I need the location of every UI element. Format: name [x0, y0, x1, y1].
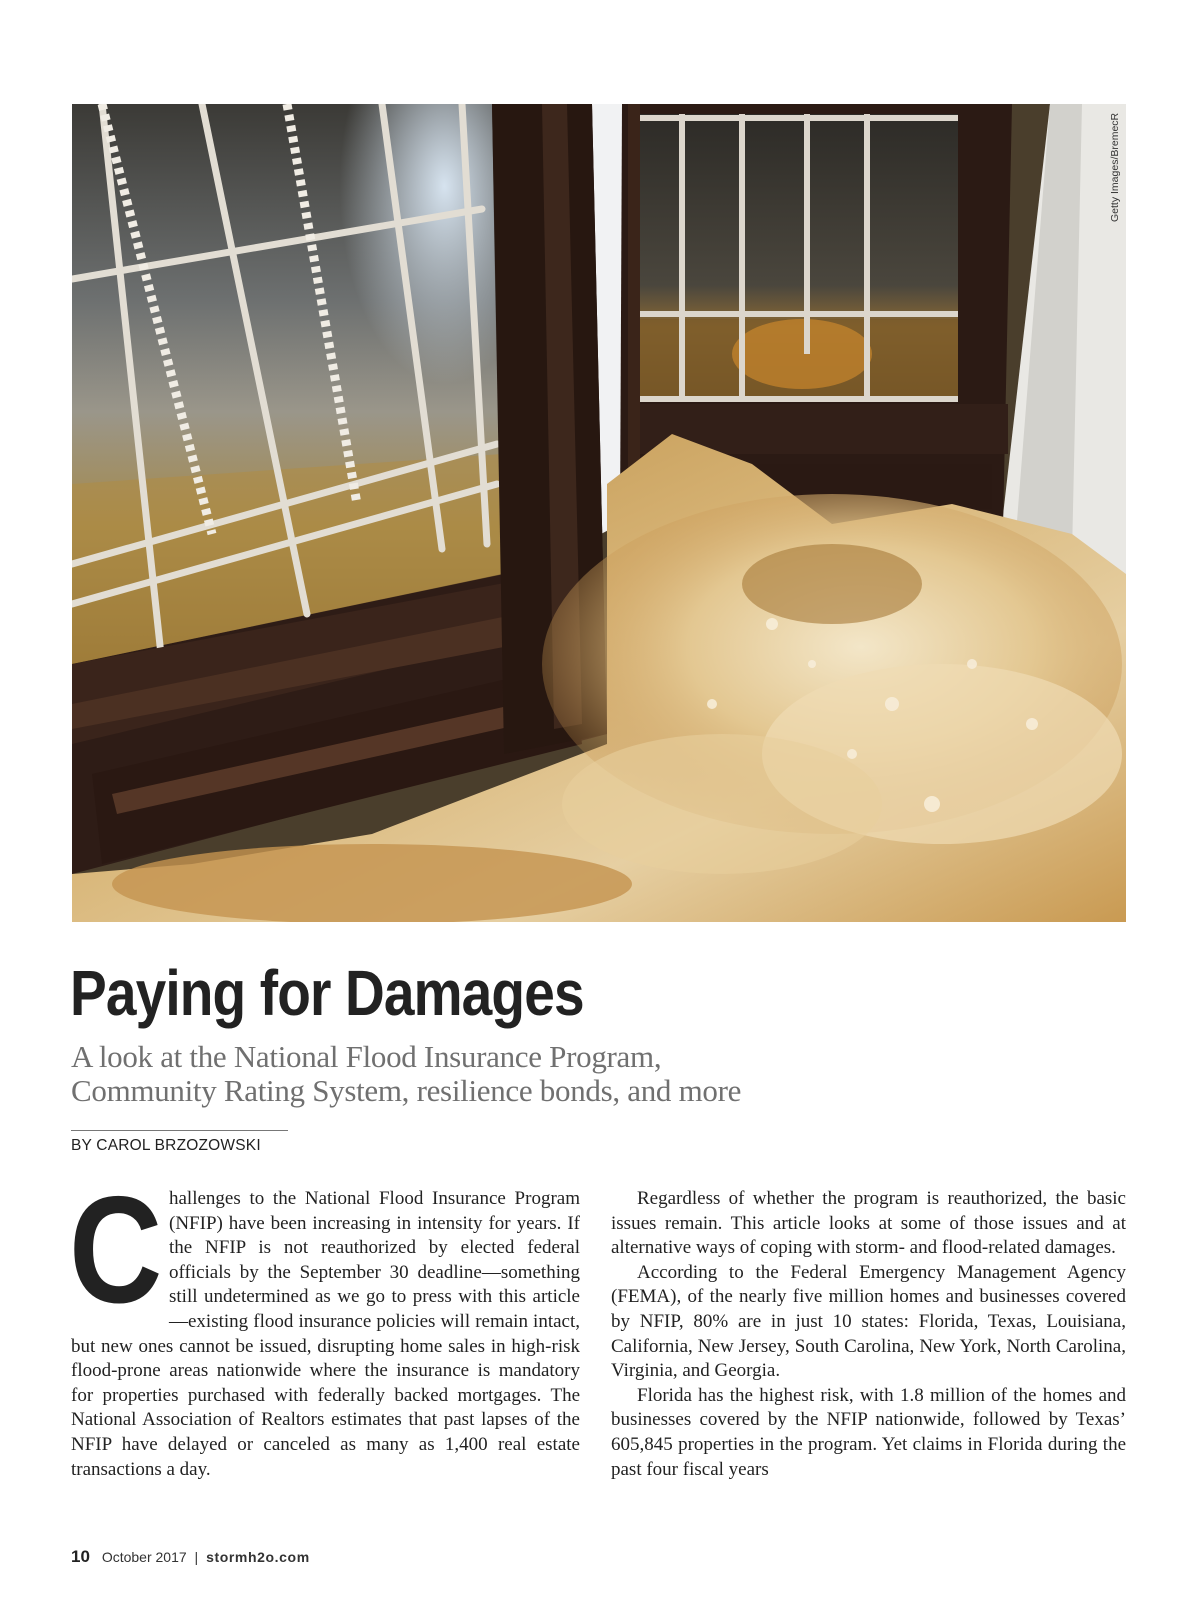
site-link[interactable]: stormh2o.com: [206, 1549, 310, 1565]
page-footer: [71, 1547, 310, 1567]
body-column-1: [69, 1165, 580, 1482]
page-number: 10: [71, 1547, 90, 1566]
paragraph-text: hallenges to the National Flood Insurance Program (NFIP) have been increasing in intensity for years. If the NFIP is not reauthorized by elected federal officials by the September 30 deadline—something still undetermined as we go to press with this article—existing flood insurance policies will remain intact, but new ones cannot be issued, disrupting home sales in high-risk flood-prone areas nationwide where the insurance is mandatory for properties purchased with federally backed mortgages. The National Association of Realtors estimates that past lapses of the NFIP have delayed or canceled as many as 1,400 real estate transactions a day.: [71, 1188, 580, 1480]
body-paragraph: Regardless of whether the program is reauthorized, the basic issues remain. This article looks at some of those issues and at alternative ways of coping with storm- and flood-related damages.: [611, 1188, 1126, 1259]
flooded-doorway-image: [72, 104, 1126, 922]
footer-separator: |: [194, 1549, 199, 1565]
subtitle-line-1: A look at the National Flood Insurance Program,: [71, 1039, 662, 1074]
article-subtitle: [71, 1040, 971, 1108]
body-paragraph: [69, 1165, 580, 1482]
byline: BY CAROL BRZOZOWSKI: [71, 1137, 261, 1154]
photo-credit: Getty Images/BremecR: [1109, 112, 1121, 222]
subtitle-line-2: Community Rating System, resilience bonds, and more: [71, 1073, 742, 1108]
body-paragraph: Florida has the highest risk, with 1.8 million of the homes and businesses covered by the NFIP nationwide, followed by Texas’ 605,845 properties in the program. Yet claims in Florida during the past four fiscal years: [611, 1384, 1126, 1480]
byline-divider: [71, 1130, 288, 1131]
body-paragraph: According to the Federal Emergency Management Agency (FEMA), of the nearly five million homes and businesses covered by NFIP, 80% are in just 10 states: Florida, Texas, Louisiana, California, New Jersey, South Carolina, New York, North Carolina, Virginia, and Georgia.: [611, 1261, 1126, 1382]
hero-photo: [72, 104, 1126, 922]
drop-cap: C: [69, 1165, 163, 1335]
issue-date: October 2017: [101, 1549, 187, 1565]
article-title: Paying for Damages: [70, 957, 584, 1029]
body-column-2: [611, 1187, 1126, 1482]
